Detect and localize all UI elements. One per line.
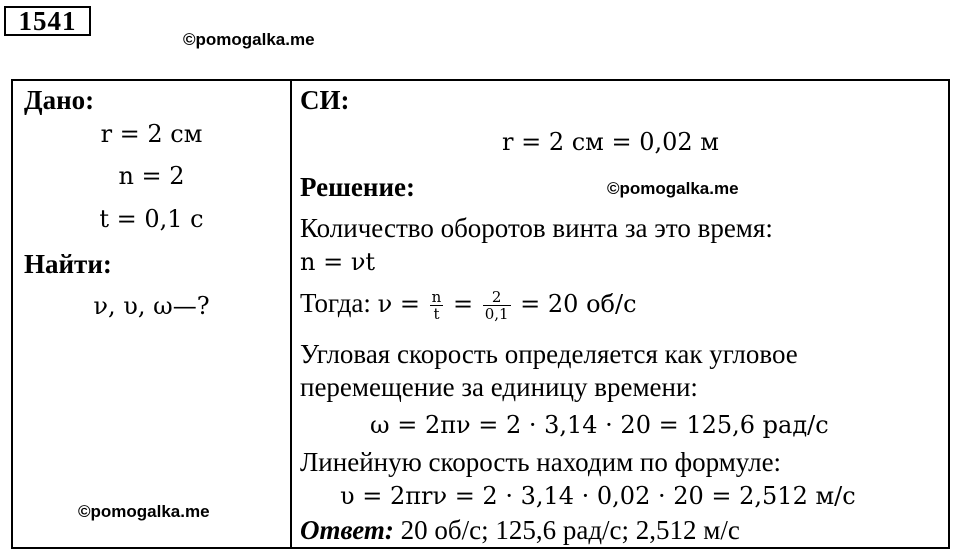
formula-linear-velocity: υ = 2πrν = 2 · 3,14 · 0,02 · 20 = 2,512 м/с <box>340 482 856 510</box>
nu-lhs: ν = <box>377 290 428 318</box>
answer-value: 20 об/с; 125,6 рад/с; 2,512 м/с <box>393 515 740 545</box>
solution-heading: Решение: <box>300 172 415 202</box>
answer-line <box>300 514 740 546</box>
solution-line-5: Линейную скорость находим по формуле: <box>300 447 782 477</box>
given-radius: r = 2 см <box>100 120 203 148</box>
problem-number: 1541 <box>4 6 91 36</box>
si-conversion: r = 2 см = 0,02 м <box>502 128 719 156</box>
find-value: ν, υ, ω—? <box>93 292 210 320</box>
column-divider <box>290 79 292 549</box>
then-label: Тогда: <box>300 288 378 318</box>
formula-revolutions: n = νt <box>300 248 376 276</box>
frequency-formula <box>300 287 637 322</box>
given-heading: Дано: <box>24 85 95 115</box>
given-time: t = 0,1 с <box>99 205 204 233</box>
formula-angular-velocity: ω = 2πν = 2 · 3,14 · 20 = 125,6 рад/с <box>370 411 829 439</box>
watermark-mid: ©pomogalka.me <box>607 179 739 198</box>
si-heading: СИ: <box>300 85 350 115</box>
watermark-top: ©pomogalka.me <box>183 30 315 49</box>
solution-line-4: перемещение за единицу времени: <box>300 372 698 402</box>
frequency-result: = 20 об/с <box>512 290 637 318</box>
fraction-n-over-t <box>430 289 444 322</box>
frac2-num: 2 <box>491 288 502 307</box>
watermark-left: ©pomogalka.me <box>78 502 210 521</box>
fraction-values <box>483 289 511 322</box>
frac1-num: n <box>431 288 442 307</box>
frac2-den: 0,1 <box>484 305 509 324</box>
equals-sign: = <box>445 290 481 318</box>
answer-label: Ответ: <box>300 515 394 545</box>
given-revolutions: n = 2 <box>118 162 185 190</box>
find-heading: Найти: <box>24 249 112 279</box>
solution-line-1: Количество оборотов винта за это время: <box>300 213 773 243</box>
frac1-den: t <box>430 305 444 322</box>
solution-line-3: Угловая скорость определяется как угловое <box>300 339 798 369</box>
